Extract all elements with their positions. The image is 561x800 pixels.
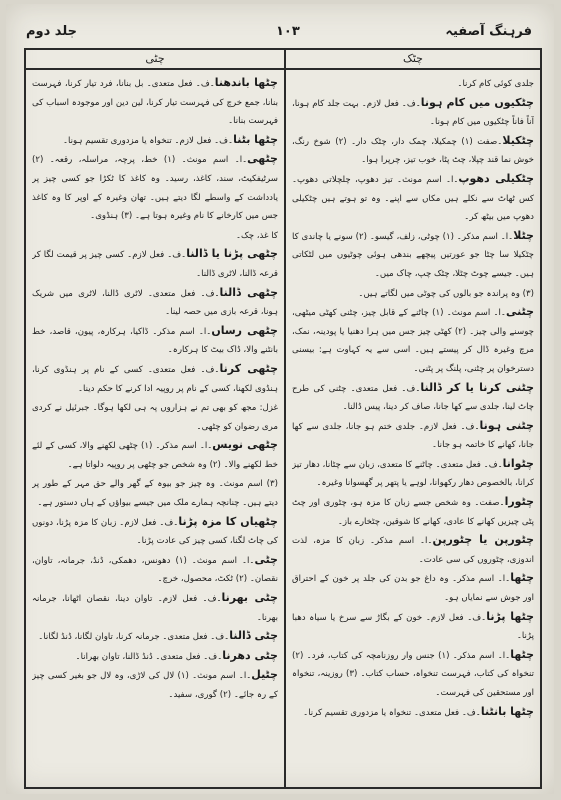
entry-definition: ۔ا۔ اسم مذکر۔ (۱) چٹھی لکھنے والا، کسی کے لئے خط لکھنے والا۔ (۲) وہ شخص جو چٹھی پر روپیہ دلواتا ہے۔ <box>32 441 278 470</box>
left-column <box>32 74 278 781</box>
dictionary-entry <box>32 398 278 436</box>
dictionary-entry <box>32 245 278 283</box>
book-title: فرہنگ آصفیہ <box>445 24 532 39</box>
entry-definition: ۔ف۔ فعل متعدی۔ بل بنانا، فرد تیار کرنا، فہرست بنانا، جمع خرچ کی فہرست تیار کرنا، لین دین اور موجودہ اسباب کی فہرست بنانا۔ <box>32 79 278 127</box>
dictionary-entry <box>292 94 534 132</box>
entry-definition: ۔ف۔ فعل متعدی۔ چٹنی کی طرح چاٹ لینا، جلدی سے کھا جانا، صاف کر دینا، پیس ڈالنا۔ <box>292 383 534 413</box>
dictionary-entry <box>32 150 278 225</box>
entry-definition: ۔ف۔ فعل متعدی۔ کسی کے نام پر ہنڈوی کرنا، ہنڈوی لکھنا، کسی کے نام پر روپیہ ادا کرنے کا حکم دینا۔ <box>32 364 278 394</box>
dictionary-entry <box>292 379 534 417</box>
entry-headword: چٹنی ہونا <box>479 418 534 432</box>
dictionary-entry <box>32 513 278 551</box>
dictionary-entry <box>32 322 278 360</box>
column-divider <box>284 50 286 787</box>
dictionary-entry <box>32 551 278 589</box>
entry-definition: ۔ا۔ اسم مونث۔ (۱) خط، پرچہ، مراسلہ، رقعہ۔ (۲) سرٹیفکیٹ، سند، کاغذ، رسید۔ وہ کاغذ کا ٹکڑا جو کسی چیز پر یادداشت کے واسطے لگا دیتے ہیں۔ تھان وغیرہ کے اوپر کا وہ کاغذ جس میں کارخانے کا نام وغیرہ ہوتا ہے۔ (۳) ہنڈوی۔ <box>32 155 278 222</box>
entry-headword: چٹھی کرنا <box>219 361 278 375</box>
entry-headword: چٹورپن یا چٹورپن <box>432 533 534 547</box>
entry-definition: ۔ف۔ فعل متعدی۔ ڈنڈ ڈالنا، تاوان بھرانا۔ <box>75 651 223 662</box>
entry-definition: ۔ا۔ اسم مونث۔ (۱) لال کی لاڑی، وہ لال جو بغیر کسی چیز کے رہ جائے۔ (۲) گوری، سفید۔ <box>32 671 278 700</box>
dictionary-entry <box>32 436 278 474</box>
entry-definition: ۔ا۔ اسم مذکر۔ (۱) چوٹی، زلف، گیسو۔ (۲) سونے یا چاندی کا چٹکیلا سا چٹا جو عورتیں پیچھے بندھی ہوئی چوٹیوں میں لٹکاتی ہیں۔ جیسے چوٹ چٹلا، چٹک چپ، چاک میں۔ <box>292 231 534 279</box>
entry-headword: چٹیل <box>251 668 278 682</box>
entry-headword: چٹی بھرنا <box>221 591 278 605</box>
entry-definition: ۔ف۔ فعل لازم۔ تاوان دینا، نقصان اٹھانا، جرمانہ بھرنا۔ <box>32 594 278 623</box>
entry-headword: چٹھا بانٹنا <box>480 704 534 718</box>
dictionary-entry <box>292 646 534 703</box>
entry-definition: غزل: مجھ کو بھی تم نے ہزاروں پہ ہی لکھا ہوگا۔ جبرئیل نے کردی مری رضوان کو چٹھی۔ <box>32 403 278 432</box>
entry-headword: چٹی <box>254 552 278 566</box>
entry-definition: ۔ا۔ اسم مذکر۔ (۱) جنس وار روزنامچہ کی کتاب، فرد۔ (۲) تنخواہ کی کتاب، فہرست تنخواہ، حساب کتاب۔ (۳) روزینہ، تنخواہ اور مستحقین کی فہرست۔ <box>292 650 534 698</box>
entry-headword: چٹورا <box>504 495 534 509</box>
entry-headword: چٹھا <box>510 647 534 661</box>
dictionary-entry <box>292 303 534 378</box>
entry-definition: ۔ف۔ فعل متعدی۔ لاٹری ڈالنا، لاٹری میں شریک ہونا، قرعہ بازی میں حصہ لینا۔ <box>32 288 278 318</box>
entry-definition: ۔ف۔ فعل متعدی۔ جرمانہ کرنا، تاوان لگانا، ڈنڈ لگانا۔ <box>38 632 230 643</box>
entry-definition: ۔ا۔ اسم مذکر۔ وہ داغ جو بدن کی جلد پر خون کے احتراق اور جوش سے نمایاں ہو۔ <box>292 574 534 604</box>
entry-headword: چٹھیاں کا مزہ پڑنا <box>178 514 278 528</box>
page-header <box>26 22 532 44</box>
dictionary-entry <box>32 647 278 667</box>
entry-definition: ۔ا۔ اسم مونث۔ (۱) چاٹنے کے قابل چیز، چٹنی کھٹی میٹھی، چوسنے والی چیز۔ (۲) کھٹی چیز جس میں ہرا دھنیا یا پودینہ، نمک، مرچ وغیرہ ڈال کر پیستے ہیں۔ اسی سے یہ کہاوت ہے: بیسنی دسترخوان پر چٹنی، پلنگ پر پٹنی۔ <box>292 308 534 374</box>
entry-headword: چٹھا <box>510 571 534 585</box>
dictionary-entry <box>292 417 534 455</box>
dictionary-entry <box>292 703 534 723</box>
page-number: ۱۰۳ <box>276 24 300 39</box>
right-column-heading: چٹک <box>286 50 540 70</box>
dictionary-entry <box>292 493 534 531</box>
entry-definition: ۔ا۔ اسم مذکر۔ ڈاکیا، ہرکارہ، پیون، قاصد، خط بانٹنے والا، ڈاک بیٹ کا ہرکارہ۔ <box>32 326 278 356</box>
dictionary-entry <box>292 531 534 569</box>
dictionary-entry <box>292 455 534 493</box>
entry-headword: چٹھا بٹنا <box>233 132 278 146</box>
entry-definition: ۔ف۔ فعل متعدی۔ چاٹنے کا متعدی، زبان سے چٹانا، دھار تیز کرانا، بالخصوص دھار رکھوانا، لوہے یا پتھر پر گھسوانا وغیرہ۔ <box>292 459 534 489</box>
entry-definition: ۔صفت (۱) چمکیلا، چمک دار، چٹک دار۔ (۲) شوخ رنگ، خوش نما قند چپلا، چٹ پٹا، خوب تیز، چرپرا ہوا۔ <box>292 136 534 166</box>
entry-headword: چٹھی نویس <box>212 438 278 452</box>
left-column-heading: چٹی <box>26 50 284 70</box>
entry-definition: ۔ا۔ اسم مذکر۔ زبان کا مزہ، لذت اندوزی، چٹوروں کی سی عادت۔ <box>292 536 534 565</box>
entry-definition: ۔ا۔ اسم مونث۔ (۱) دھونس، دھمکی، ڈنڈ، جرمانہ، تاوان، نقصان۔ (۲) ٹکٹ، محصول، خرچ۔ <box>32 555 278 585</box>
entry-headword: چٹھی ڈالنا <box>219 285 278 299</box>
entry-definition: ۔ف۔ فعل متعدی۔ تنخواہ یا مزدوری تقسیم کرنا۔ <box>303 707 481 718</box>
dictionary-entry <box>32 627 278 647</box>
entry-headword: چٹکیلا <box>502 133 534 147</box>
entry-headword: چٹھا پڑنا <box>486 609 534 623</box>
entry-definition: ۔صفت۔ وہ شخص جسے زبان کا مزہ ہو، چٹوری اور چٹ پٹی چیزیں کھانے کا عادی، کھانے کا شوقین، چٹخارے باز۔ <box>292 498 534 527</box>
dictionary-entry <box>32 666 278 704</box>
dictionary-entry <box>292 227 534 284</box>
entry-headword: چٹھا باندھنا <box>214 76 278 89</box>
dictionary-entry <box>32 74 278 131</box>
entry-definition: ۔ف۔ فعل لازم۔ تنخواہ یا مزدوری تقسیم ہونا۔ <box>62 135 234 146</box>
entry-definition: ۔ف۔ فعل لازم۔ جلدی ختم ہو جانا، جلدی سے کھا جانا، کھانے کا خاتمہ ہو جانا۔ <box>292 421 534 451</box>
entry-headword: چٹی ڈالنا <box>229 629 278 643</box>
dictionary-entry <box>292 132 534 170</box>
dictionary-entry <box>292 284 534 304</box>
dictionary-entry <box>292 569 534 607</box>
volume-label: جلد دوم <box>26 24 77 39</box>
entry-definition: (۳) وہ پراندہ جو بالوں کی چوٹی میں لگاتے ہیں۔ <box>358 288 534 299</box>
entry-headword: چٹلا <box>513 228 534 242</box>
entry-headword: چٹھی رساں <box>211 323 278 337</box>
entry-headword: چٹکیوں میں کام ہونا <box>420 95 534 109</box>
entry-definition: ۔ف۔ فعل لازم۔ خون کے بگاڑ سے سرخ یا سیاہ دھبا پڑنا۔ <box>292 612 534 642</box>
entry-headword: چٹنی کرنا یا کر ڈالنا <box>420 380 534 394</box>
right-column <box>292 74 534 781</box>
entry-headword: چٹی دھرنا <box>222 648 278 662</box>
entry-definition: ۔ف۔ فعل لازم۔ زبان کا مزہ پڑنا، دونوں کی چاٹ لگنا، کسی چیز کی عادت پڑنا۔ <box>32 517 278 547</box>
entry-definition: ۔ف۔ فعل لازم۔ کسی چیز پر قیمت لگا کر قرعہ ڈالنا، لاٹری ڈالنا۔ <box>32 250 278 279</box>
entry-headword: چٹھی <box>247 152 278 166</box>
entry-definition: ۔ا۔ اسم مونث۔ تیز دھوپ، چلچلاتی دھوپ۔ کس ٹھاٹ سے نکلے ہیں مکاں سے اپنے۔ وہ تو ہوتے ہیں چٹکیلی دھوپ میں بیٹھ کر۔ <box>292 174 534 223</box>
entry-definition: (۳) اسم مونث۔ وہ چیز جو بیوہ کے گھر والے حق مہر کے طور پر دیتے ہیں۔ چنانچہ ہمارے ملک میں جیسے بیواؤں کے ہاں دستور ہے۔ <box>32 479 278 509</box>
dictionary-entry <box>32 226 278 246</box>
dictionary-entry <box>292 608 534 646</box>
two-column-frame <box>24 48 542 789</box>
entry-definition: ۔ف۔ فعل لازم۔ بہت جلد کام ہونا، آناً فاناً چٹکیوں میں کام ہونا۔ <box>292 98 534 128</box>
dictionary-entry <box>32 474 278 512</box>
dictionary-entry <box>32 360 278 398</box>
dictionary-entry <box>292 170 534 227</box>
entry-headword: چٹکیلی دھوپ <box>458 171 534 185</box>
dictionary-entry <box>32 589 278 627</box>
entry-headword: چٹوانا <box>502 456 534 470</box>
entry-definition: جلدی کوئی کام کرنا۔ <box>457 79 534 89</box>
dictionary-entry <box>292 74 534 94</box>
dictionary-page <box>6 4 554 794</box>
dictionary-entry <box>32 131 278 151</box>
entry-headword: چٹنی <box>505 305 534 319</box>
dictionary-entry <box>32 284 278 322</box>
entry-definition: کا غذ، چک۔ <box>236 230 278 241</box>
entry-headword: چٹھی پڑنا یا ڈالنا <box>186 247 278 261</box>
